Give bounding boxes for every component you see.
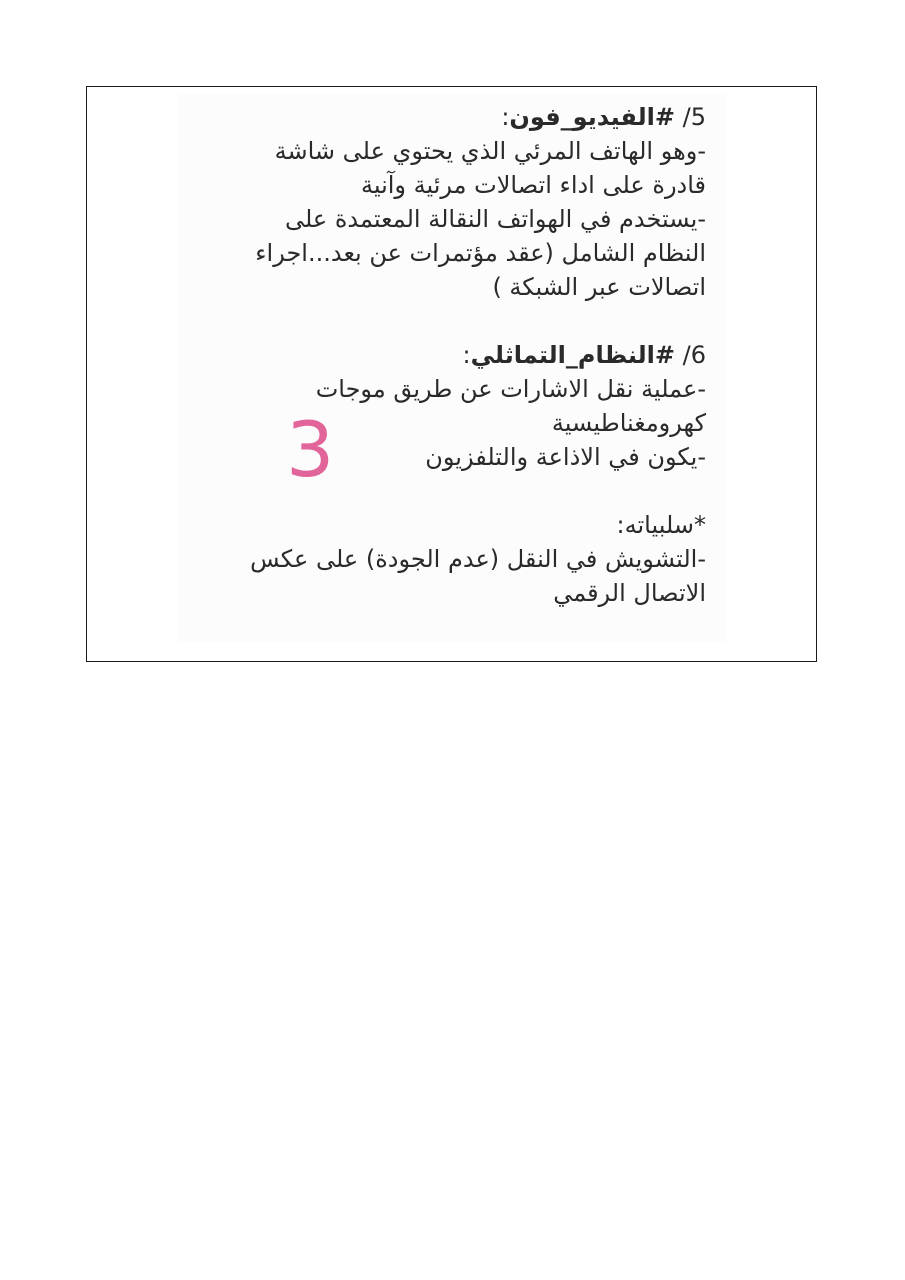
drawbacks-line: -التشويش في النقل (عدم الجودة) على عكس	[250, 545, 706, 573]
section-6-colon: :	[462, 341, 471, 369]
spacer	[176, 474, 706, 508]
section-5-line: -يستخدم في الهواتف النقالة المعتمدة على	[284, 205, 706, 233]
section-6-tag: #النظام_التماثلي	[470, 341, 675, 369]
section-6-line: كهرومغناطيسية	[551, 409, 706, 437]
note-image	[178, 94, 726, 642]
section-5-line: اتصالات عبر الشبكة )	[492, 273, 706, 301]
section-5-number: 5/	[675, 103, 706, 131]
drawbacks-title: *سلبياته:	[616, 511, 706, 539]
section-6-line: -عملية نقل الاشارات عن طريق موجات	[315, 375, 706, 403]
drawbacks-line: الاتصال الرقمي	[553, 579, 706, 607]
section-6-heading	[176, 338, 706, 372]
spacer	[176, 304, 706, 338]
section-5-line: النظام الشامل (عقد مؤتمرات عن بعد...اجراء	[255, 239, 706, 267]
section-5-line: -وهو الهاتف المرئي الذي يحتوي على شاشة	[274, 137, 706, 165]
section-6-number: 6/	[675, 341, 706, 369]
section-5-line: قادرة على اداء اتصالات مرئية وآنية	[360, 171, 706, 199]
note-text	[176, 100, 706, 610]
section-6-line: -يكون في الاذاعة والتلفزيون	[425, 443, 706, 471]
section-5-tag: #الفيديو_فون	[509, 103, 675, 131]
section-5-colon: :	[501, 103, 510, 131]
section-5-heading	[176, 100, 706, 134]
page-number-mark: 3	[286, 405, 335, 494]
